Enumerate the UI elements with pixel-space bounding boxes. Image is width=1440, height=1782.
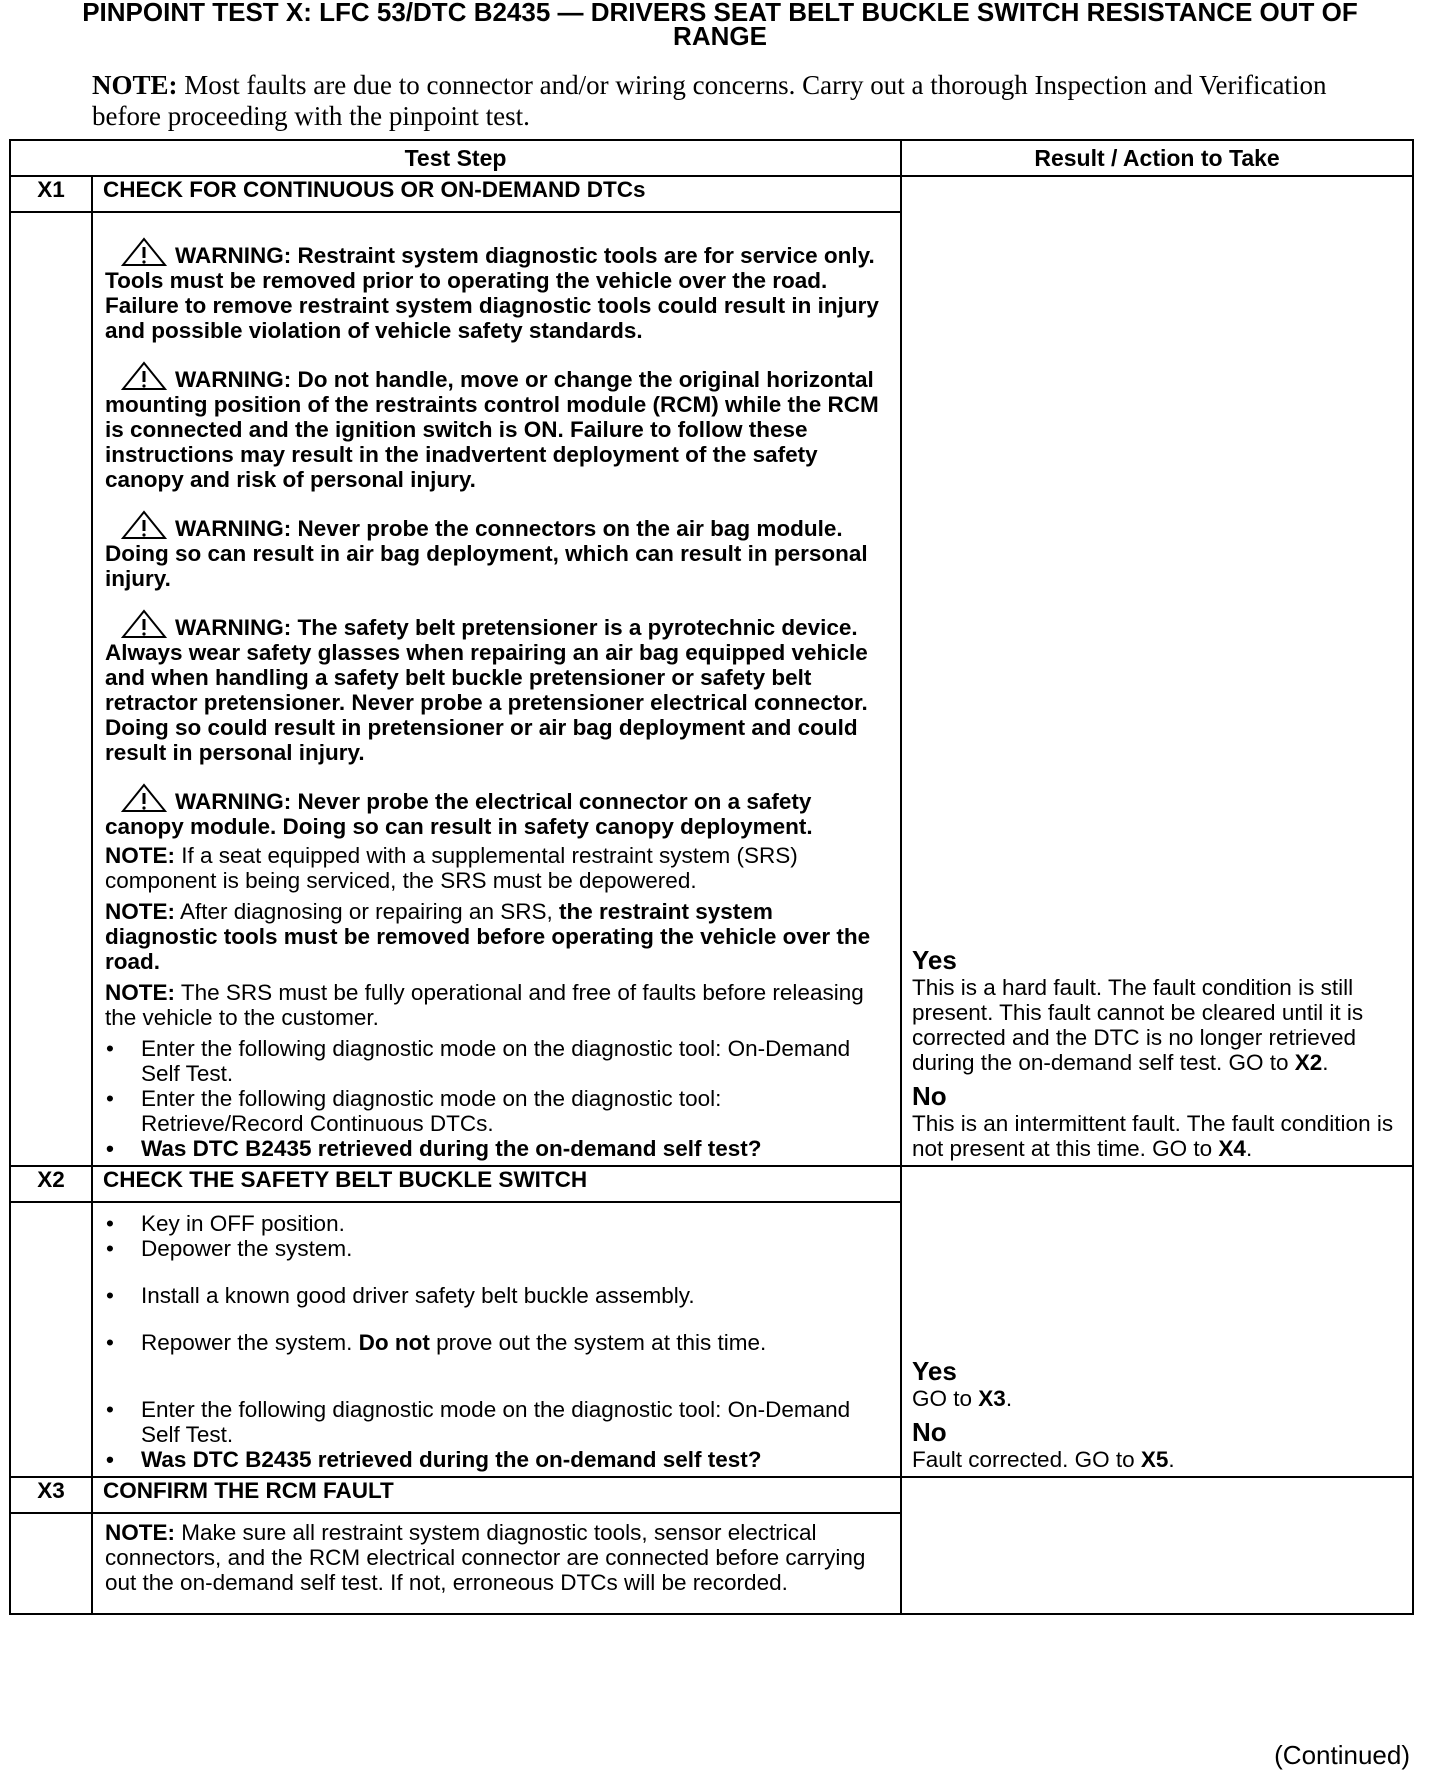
step-x3-body bbox=[92, 1513, 901, 1614]
list-item: • Repower the system. Do not prove out the system at this time. bbox=[105, 1330, 888, 1355]
list-item: • Was DTC B2435 retrieved during the on-demand self test? bbox=[105, 1136, 888, 1161]
warning-5: WARNING: Never probe the electrical connector on a safety canopy module. Doing so can result in safety canopy deployment. bbox=[105, 783, 888, 839]
x1-yes-text: This is a hard fault. The fault condition is still present. This fault cannot be cleared until it is corrected and the DTC is no longer retrieved during the on-demand self test. GO to X2. bbox=[912, 975, 1364, 1075]
step-x2-result bbox=[901, 1166, 1413, 1477]
step-x3-id-blank bbox=[10, 1513, 92, 1614]
list-item: • Install a known good driver safety belt buckle assembly. bbox=[105, 1283, 888, 1308]
pinpoint-test-table bbox=[9, 139, 1414, 1615]
x1-note-3: NOTE: The SRS must be fully operational and free of faults before releasing the vehicle to the customer. bbox=[105, 980, 864, 1030]
x2-step-list-2 bbox=[105, 1283, 888, 1308]
x3-note: NOTE: Make sure all restraint system diagnostic tools, sensor electrical connectors, and the RCM electrical connector are connected before carrying out the on-demand self test. If not, erroneous DTCs will be recorded. bbox=[105, 1520, 866, 1595]
warning-2: WARNING: Do not handle, move or change the original horizontal mounting position of the restraints control module (RCM) while the RCM is connected and the ignition switch is ON. Failure to follow these instructions may result in the inadvertent deployment of the safety canopy and risk of personal injury. bbox=[105, 361, 888, 492]
x1-note-2: NOTE: After diagnosing or repairing an SRS, the restraint system diagnostic tools must be removed before operating the vehicle over the road. bbox=[105, 899, 871, 974]
table-header-row bbox=[10, 140, 1413, 176]
title-line-2: RANGE bbox=[673, 21, 767, 51]
step-x3-id: X3 bbox=[10, 1477, 92, 1513]
step-x2-body bbox=[92, 1202, 901, 1477]
intro-note bbox=[92, 70, 1352, 132]
warning-triangle-icon bbox=[121, 361, 167, 391]
page-title bbox=[0, 0, 1440, 51]
list-item: • Key in OFF position. bbox=[105, 1211, 888, 1236]
x1-yes-goto: X2 bbox=[1294, 1050, 1323, 1075]
warning-3: WARNING: Never probe the connectors on the air bag module. Doing so can result in air bag deployment, which can result in personal injury. bbox=[105, 510, 888, 591]
warning-triangle-icon bbox=[121, 783, 167, 813]
list-item: • Enter the following diagnostic mode on the diagnostic tool: On-Demand Self Test. bbox=[105, 1397, 888, 1447]
list-item: • Enter the following diagnostic mode on the diagnostic tool: Retrieve/Record Continuous DTCs. bbox=[105, 1086, 888, 1136]
intro-note-text: Most faults are due to connector and/or wiring concerns. Carry out a thorough Inspection and Verification before proceeding with the pinpoint test. bbox=[92, 70, 1327, 131]
step-x3-header-row bbox=[10, 1477, 1413, 1513]
x1-note-1: NOTE: If a seat equipped with a supplemental restraint system (SRS) component is being serviced, the SRS must be depowered. bbox=[105, 843, 798, 893]
title-line-1: PINPOINT TEST X: LFC 53/DTC B2435 — DRIVERS SEAT BELT BUCKLE SWITCH RESISTANCE OUT OF bbox=[82, 0, 1358, 27]
x2-step-list bbox=[105, 1211, 888, 1261]
x2-yes-goto: X3 bbox=[978, 1386, 1006, 1411]
warning-triangle-icon bbox=[121, 510, 167, 540]
list-item: • Depower the system. bbox=[105, 1236, 888, 1261]
x2-step-list-3 bbox=[105, 1330, 888, 1355]
warning-triangle-icon bbox=[121, 237, 167, 267]
intro-note-label: NOTE: bbox=[92, 70, 178, 100]
step-x2-header-row bbox=[10, 1166, 1413, 1202]
x1-yes-label: Yes bbox=[912, 945, 957, 975]
x1-no-text: This is an intermittent fault. The fault condition is not present at this time. GO to X4. bbox=[912, 1111, 1394, 1161]
x2-yes-text: GO to X3. bbox=[912, 1386, 1013, 1411]
list-item: • Was DTC B2435 retrieved during the on-demand self test? bbox=[105, 1447, 888, 1472]
step-x2-id: X2 bbox=[10, 1166, 92, 1202]
x2-no-label: No bbox=[912, 1417, 947, 1447]
continued-label: (Continued) bbox=[1274, 1740, 1410, 1770]
x1-step-list bbox=[105, 1036, 888, 1161]
step-x1-header-row bbox=[10, 176, 1413, 212]
step-x3-result bbox=[901, 1477, 1413, 1614]
step-x2-title: CHECK THE SAFETY BELT BUCKLE SWITCH bbox=[92, 1166, 901, 1202]
step-x3-title: CONFIRM THE RCM FAULT bbox=[92, 1477, 901, 1513]
x1-no-label: No bbox=[912, 1081, 947, 1111]
x2-no-goto: X5 bbox=[1140, 1447, 1169, 1472]
warning-4: WARNING: The safety belt pretensioner is a pyrotechnic device. Always wear safety glasses when repairing an air bag equipped vehicle and when handling a safety belt buckle pretensioner or safety belt retractor pretensioner. Never probe a pretensioner electrical connector. Doing so could result in pretensioner or air bag deployment and could result in personal injury. bbox=[105, 609, 888, 765]
x1-no-goto: X4 bbox=[1218, 1136, 1246, 1161]
step-x1-body bbox=[92, 212, 901, 1166]
column-header-test-step: Test Step bbox=[10, 140, 901, 176]
warning-triangle-icon bbox=[121, 609, 167, 639]
step-x2-id-blank bbox=[10, 1202, 92, 1477]
x2-yes-label: Yes bbox=[912, 1356, 957, 1386]
x2-step-list-4 bbox=[105, 1397, 888, 1472]
step-x1-id: X1 bbox=[10, 176, 92, 212]
step-x1-result bbox=[901, 176, 1413, 1166]
warning-1: WARNING: Restraint system diagnostic tools are for service only. Tools must be removed prior to operating the vehicle over the road. Failure to remove restraint system diagnostic tools could result in injury and possible violation of vehicle safety standards. bbox=[105, 237, 888, 343]
step-x1-title: CHECK FOR CONTINUOUS OR ON-DEMAND DTCs bbox=[92, 176, 901, 212]
x2-no-text: Fault corrected. GO to X5. bbox=[912, 1447, 1175, 1472]
step-x1-id-blank bbox=[10, 212, 92, 1166]
list-item: • Enter the following diagnostic mode on the diagnostic tool: On-Demand Self Test. bbox=[105, 1036, 888, 1086]
column-header-result: Result / Action to Take bbox=[901, 140, 1413, 176]
